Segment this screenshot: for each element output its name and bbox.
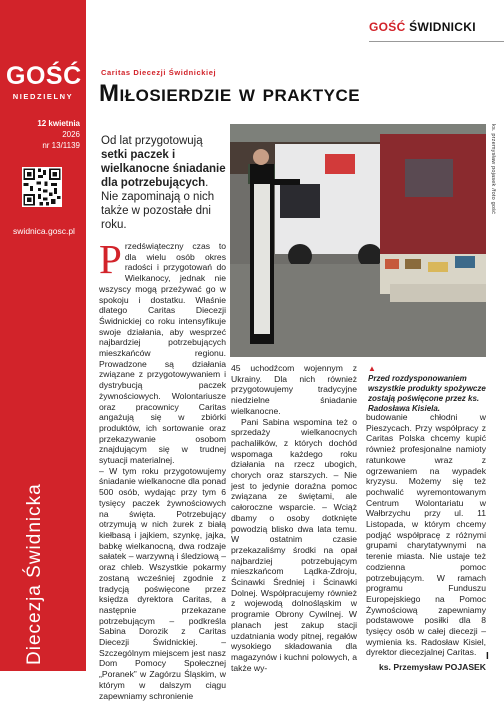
caption-arrow-icon: ▲ <box>368 364 376 373</box>
lead-bold: setki paczek i wielkanocne śniadanie dla potrzebujących <box>101 149 226 189</box>
sidebar <box>0 0 86 671</box>
article-author: ks. Przemysław POJASEK <box>379 662 486 673</box>
body-paragraph: Pani Sabina wspomina też o sprzedaży wielkanocnych pachaliłków, z których dochód wspomaga każdego roku działania na rzecz ubogich, chorych oraz starszych. – Nie jest to jedynie doraźna pomoc związana ze świętami, ale całoroczne wsparcie. – Wciąż dbamy o osoby dotknięte powodzią blisko dwa lata temu. W ostatnim czasie przekazaliśmy środki na opał najbardziej potrzebującym mieszkańcom Lądka-Zdroju, Ścinawki Średniej i Ścinawki Dolnej. Współpracujemy również z wojewodą dolnośląskim w programie Obrony Cywilnej. W planach jest zakup stacji uzdatniania wody pitnej, regałów wysokiego składowania dla magazynów i kuchni polowych, a także wy- <box>231 416 357 673</box>
body-paragraph: budowanie chłodni w Pieszycach. Przy współpracy z Caritas Polska chcemy kupić również profesjonalne namioty ratunkowe wraz z ogrzewaniem na wypadek kryzysu. Możemy się też pochwalić wyremontowanym Centrum Wolontariatu w Wałbrzychu przy ul. 11 Listopada, w którym chcemy podjąć współpracę z różnymi grupami charytatywnymi na terenie miasta. Nie ustaje też codzienna pomoc potrzebującym. W ramach programu Funduszu Europejskiego na Pomoc Żywnościową zapewniamy podstawowe posiłki dla 8 tysięcy osób w całej diecezji – wymienia ks. Radosław Kisiel, dyrektor diecezjalnej Caritas. <box>366 412 486 658</box>
gosc-logo: GOŚĆ <box>6 62 82 90</box>
body-paragraph: rzedświąteczny czas to dla wielu osób okres radości i przygotowań do Wielkanocy, jednak nie wszyscy mogą przeżywać go w spokoju i dostatku. Właśnie dlatego Caritas Diecezji Świdnickiej co roku intensyfikuje swoje działania, aby wesprzeć najbardziej potrzebujących mieszkańców regionu. Prowadzone są działania związane z przygotowywaniem i dystrybucją paczek żywnościowych. Wolontariusze oraz pracownicy Caritas angażują się w zbiórki produktów, ich sortowanie oraz przekazywanie osobom znajdującym się w trudnej sytuacji materialnej. <box>99 241 226 466</box>
lead-part-1: Od lat przygotowują <box>101 135 203 147</box>
article-headline: Miłosierdzie w praktyce <box>99 80 361 107</box>
brand-title <box>369 20 476 34</box>
article-column-1 <box>99 236 226 701</box>
article-kicker: Caritas Diecezji Świdnickiej <box>101 68 217 77</box>
lead-part-2: . Nie zapominają o nich także w pozostałe dni roku. <box>101 177 215 231</box>
site-url-link[interactable]: swidnica.gosc.pl <box>13 226 75 236</box>
body-paragraph: 45 uchodźcom wojennym z Ukrainy. Dla nich również przygotowujemy tradycyjne niedzielne śniadanie wielkanocne. <box>231 363 357 416</box>
brand-part-swidnicki: ŚWIDNICKI <box>405 20 476 34</box>
issue-date: 12 kwietnia <box>37 119 80 128</box>
article-photo <box>230 124 486 357</box>
photo-credit <box>488 124 498 357</box>
qr-code-icon[interactable] <box>22 167 62 207</box>
brand-part-gosc: GOŚĆ <box>369 20 406 34</box>
body-paragraph: – W tym roku przygotowujemy śniadanie wielkanocne dla ponad 500 osób, wydając przy tym 6 tysięcy paczek żywnościowych na święta. Potrzebujący otrzymują w nich żurek z białą kiełbasą i jajkiem, szynkę, jajka, babkę wielkanocną, dwa rodzaje sałatek – warzywną i śledziową – oraz chleb. Wszystkie pokarmy zostaną wcześniej zgodnie z tradycją poświęcone przez księdza dyrektora Caritas, a następnie przekazane potrzebującym – podkreśla Sabina Dorozik z Caritas Diecezji Świdnickiej. – Szczególnym miejscem jest nasz Dom Pomocy Społecznej „Poranek” w Zagórzu Śląskim, w którym w dalszym ciągu zapewniamy schronienie <box>99 465 226 701</box>
issue-year: 2026 <box>62 130 80 139</box>
page-number: I <box>486 651 489 662</box>
issue-number: nr 13/1139 <box>42 141 80 150</box>
section-brand <box>361 6 504 40</box>
drop-cap: P <box>99 236 122 282</box>
article-column-3 <box>366 412 486 673</box>
diocese-vertical-title: Diecezja Świdnicka <box>24 483 45 665</box>
brand-divider <box>369 41 504 42</box>
photo-credit-text: ks. przemysław pojasek /foto gość <box>490 124 496 215</box>
article-column-2 <box>231 363 357 673</box>
logo-subtitle: NIEDZIELNY <box>12 92 74 101</box>
caption-text: Przed rozdysponowaniem wszystkie produkty spożywcze zostają poświęcone przez ks. Radosława Kisiela. <box>368 374 486 413</box>
article-lead <box>101 134 226 232</box>
photo-caption <box>368 364 486 414</box>
